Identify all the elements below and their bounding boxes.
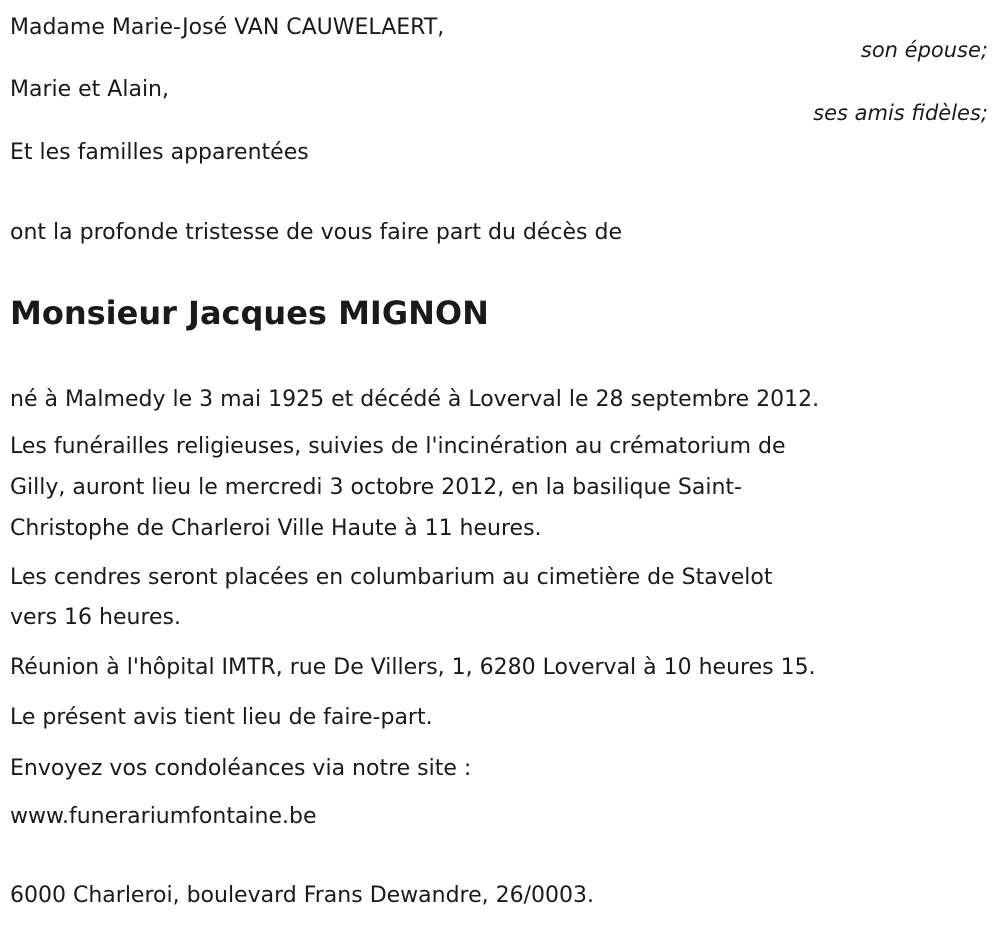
condolences: Envoyez vos condoléances via notre site : (10, 756, 472, 781)
family-member-spouse: Madame Marie-José VAN CAUWELAERT, (10, 15, 445, 40)
notice: Le présent avis tient lieu de faire-part. (10, 705, 433, 730)
meeting: Réunion à l'hôpital IMTR, rue De Villers, 1, 6280 Loverval à 10 heures 15. (10, 655, 816, 680)
funeral-line: Les funérailles religieuses, suivies de l'incinération au crématorium de (10, 434, 786, 459)
ashes-line: Les cendres seront placées en columbarium au cimetière de Stavelot (10, 565, 773, 590)
relation-friends: ses amis fidèles; (813, 101, 988, 125)
funeral-line: Christophe de Charleroi Ville Haute à 11 heures. (10, 516, 542, 541)
announcement: ont la profonde tristesse de vous faire part du décès de (10, 220, 622, 245)
family-member-friends: Marie et Alain, (10, 77, 169, 102)
relation-spouse: son épouse; (860, 38, 988, 62)
address: 6000 Charleroi, boulevard Frans Dewandre, 26/0003. (10, 883, 595, 908)
ashes-line: vers 16 heures. (10, 605, 182, 630)
birth-death: né à Malmedy le 3 mai 1925 et décédé à Loverval le 28 septembre 2012. (10, 387, 820, 412)
website-link[interactable]: www.funerariumfontaine.be (10, 804, 317, 829)
deceased-name: Monsieur Jacques MIGNON (10, 294, 489, 332)
family-relatives: Et les familles apparentées (10, 140, 309, 165)
funeral-line: Gilly, auront lieu le mercredi 3 octobre 2012, en la basilique Saint- (10, 475, 742, 500)
